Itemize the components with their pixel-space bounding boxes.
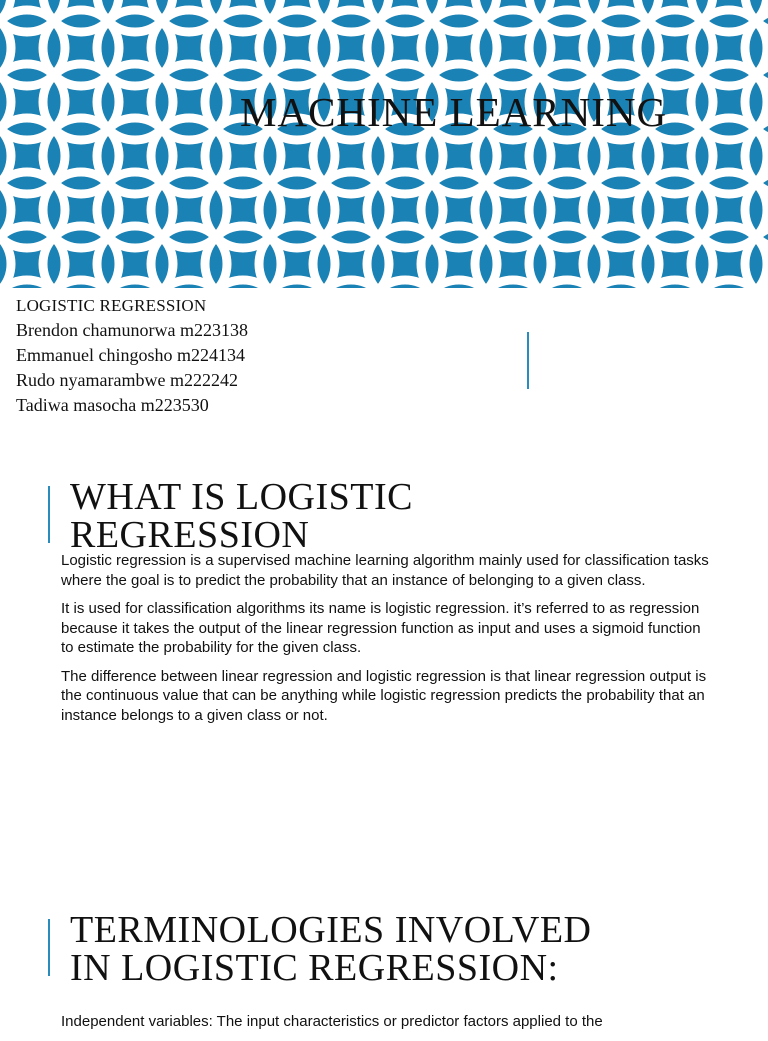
slide2-title-line-2: REGRESSION	[70, 514, 310, 556]
slide2-paragraph: It is used for classification algorithms its name is logistic regression. it’s referred to as regression because it takes the output of the linear regression function as input and uses a sigmoid function to estimate the probability for the given class.	[61, 600, 701, 656]
slide2-paragraph: Logistic regression is a supervised machine learning algorithm mainly used for classification tasks where the goal is to predict the probability that an instance of belonging to a given class.	[61, 552, 709, 589]
author-line: Emmanuel chingosho m224134	[16, 345, 245, 365]
slide3-title-line-2: IN LOGISTIC REGRESSION:	[70, 947, 559, 989]
slide2-paragraph: The difference between linear regression and logistic regression is that linear regression output is the continuous value that can be anything while logistic regression predicts the probability that an instance belongs to a given class or not.	[61, 667, 707, 724]
slide3-accent-bar	[48, 919, 50, 976]
slide2-body	[61, 551, 711, 734]
circle-lattice-pattern	[0, 0, 768, 288]
title-banner	[0, 0, 768, 288]
author-line: Brendon chamunorwa m223138	[16, 320, 248, 340]
subtitle-topic: LOGISTIC REGRESSION	[16, 296, 207, 315]
presentation-title: MACHINE LEARNING	[240, 89, 668, 135]
slide3-title-line-1: TERMINOLOGIES INVOLVED	[70, 909, 592, 951]
slide2-accent-bar	[48, 486, 50, 543]
slide3-paragraph: Independent variables: The input characteristics or predictor factors applied to the	[61, 1013, 603, 1030]
title-accent-bar	[527, 332, 529, 389]
slide2-title-line-1: WHAT IS LOGISTIC	[70, 476, 413, 518]
author-line: Rudo nyamarambwe m222242	[16, 370, 238, 390]
slide3-body	[61, 1012, 711, 1041]
title-subtitle	[16, 293, 516, 418]
author-line: Tadiwa masocha m223530	[16, 395, 209, 415]
